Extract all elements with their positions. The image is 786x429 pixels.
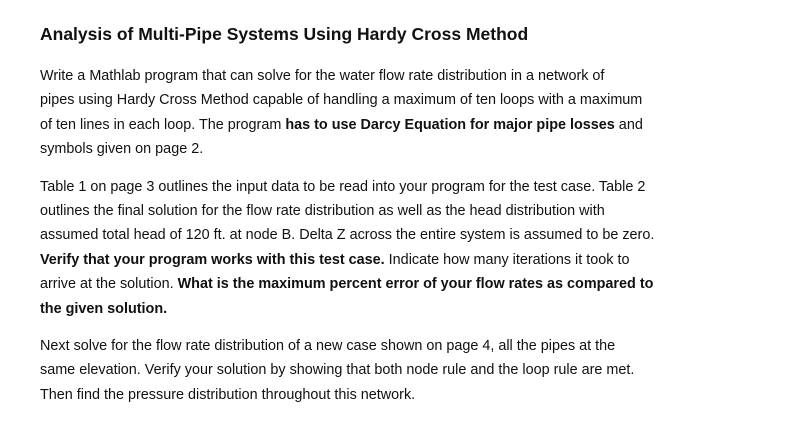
text-line: same elevation. Verify your solution by showing that both node rule and the loop rule are met.	[40, 362, 635, 379]
paragraph-program-requirements	[40, 64, 780, 162]
bold-emphasis: Verify that your program works with this test case.	[40, 251, 385, 268]
text-line: Write a Mathlab program that can solve for the water flow rate distribution in a network of	[40, 68, 605, 84]
bold-emphasis: What is the maximum percent error of your flow rates as compared to	[177, 276, 654, 293]
paragraph-test-case	[40, 175, 780, 321]
text-run: of ten lines in each loop. The program	[40, 116, 286, 133]
text-line: Table 1 on page 3 outlines the input data to be read into your program for the test case. Table 2	[40, 178, 646, 195]
document-page	[40, 22, 780, 420]
text-line	[40, 272, 780, 296]
text-line: pipes using Hardy Cross Method capable of handling a maximum of ten loops with a maximum	[40, 92, 643, 109]
text-line	[40, 113, 780, 137]
text-run: and	[614, 116, 643, 133]
text-line: assumed total head of 120 ft. at node B. Delta Z across the entire system is assumed to be zero.	[40, 227, 655, 244]
text-line: symbols given on page 2.	[40, 141, 204, 158]
text-run: arrive at the solution.	[40, 276, 178, 293]
text-line: outlines the final solution for the flow rate distribution as well as the head distribution with	[40, 203, 605, 220]
text-line	[40, 297, 780, 321]
text-run: Indicate how many iterations it took to	[384, 251, 630, 268]
bold-emphasis: has to use Darcy Equation for major pipe losses	[285, 116, 615, 133]
text-line: Then find the pressure distribution throughout this network.	[40, 386, 416, 403]
paragraph-new-case	[40, 334, 780, 407]
document-title: Analysis of Multi-Pipe Systems Using Hardy Cross Method	[40, 24, 529, 44]
bold-emphasis: the given solution.	[40, 300, 168, 317]
text-line: Next solve for the flow rate distribution of a new case shown on page 4, all the pipes at the	[40, 338, 616, 355]
text-line	[40, 248, 780, 272]
